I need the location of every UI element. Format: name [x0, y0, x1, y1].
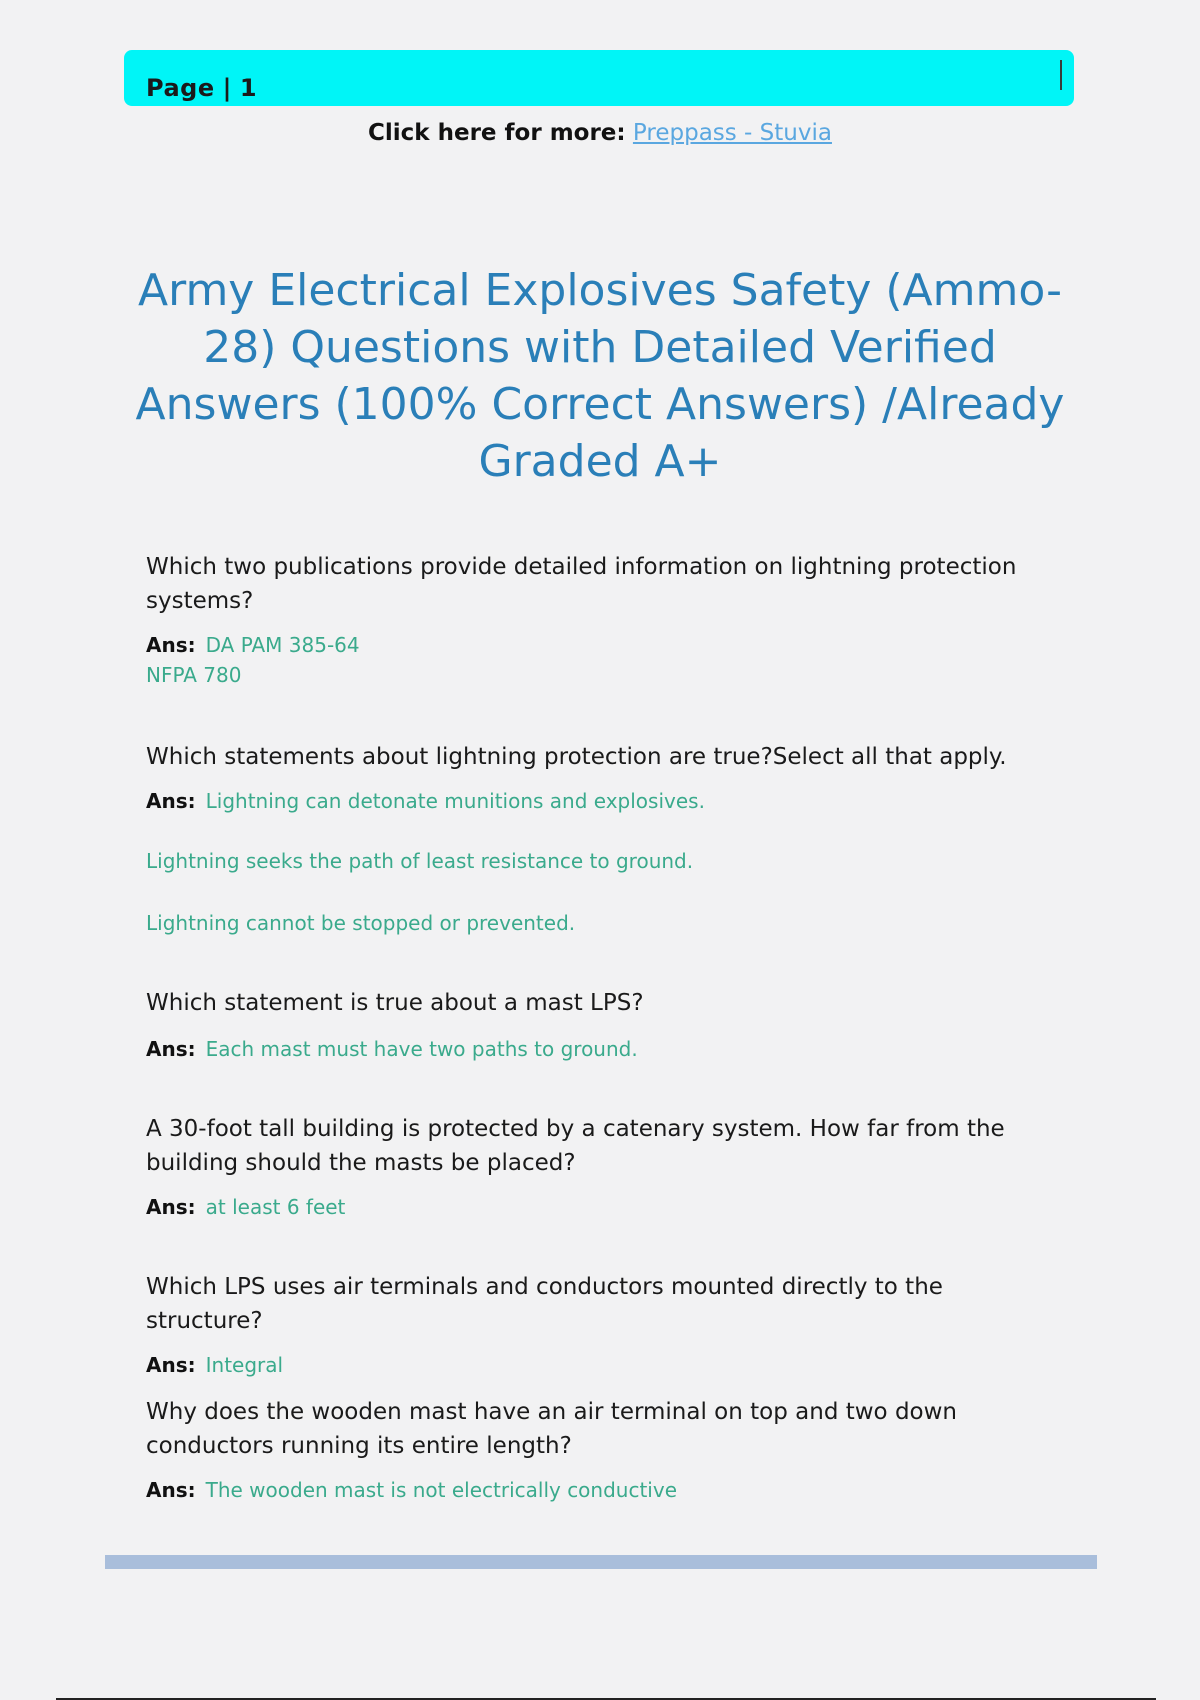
- answer-line: [146, 786, 1046, 816]
- answer-text: Lightning can detonate munitions and explosives.: [205, 789, 705, 813]
- question-text: Why does the wooden mast have an air terminal on top and two down conductors running its entire length?: [146, 1399, 957, 1459]
- page-header-bar: [124, 50, 1074, 106]
- answer-line: [146, 1350, 1046, 1380]
- answer-line: [146, 1475, 1046, 1505]
- answer-block: [146, 1034, 1046, 1064]
- question-text: Which statement is true about a mast LPS?: [146, 990, 644, 1016]
- answer-label: Ans:: [146, 1353, 196, 1377]
- answer-text: Lightning cannot be stopped or prevented.: [146, 911, 576, 935]
- answer-block: [146, 1192, 1046, 1222]
- answer-text: at least 6 feet: [205, 1195, 346, 1219]
- document-title: Army Electrical Explosives Safety (Ammo-28) Questions with Detailed Verified Answers (100% Correct Answers) /Already Graded A+: [135, 265, 1065, 487]
- answer-label: Ans:: [146, 789, 196, 813]
- preppass-stuvia-link[interactable]: Preppass - Stuvia: [632, 120, 832, 146]
- page-number: 1: [239, 74, 258, 102]
- page-separator: |: [222, 74, 232, 102]
- answer-block: [146, 630, 1046, 690]
- answer-text: DA PAM 385-64: [205, 633, 360, 657]
- answer-label: Ans:: [146, 1037, 196, 1061]
- answer-block: [146, 1475, 1046, 1505]
- answer-line: [146, 630, 1046, 660]
- qa-item-5: [146, 1270, 1046, 1380]
- header-edge-mark: [1060, 60, 1062, 90]
- question-text: Which two publications provide detailed information on lightning protection systems?: [146, 554, 1017, 614]
- more-label: Click here for more:: [368, 120, 626, 146]
- answer-text: Each mast must have two paths to ground.: [205, 1037, 638, 1061]
- question-text: A 30-foot tall building is protected by a catenary system. How far from the building should the masts be placed?: [146, 1116, 1005, 1176]
- answer-line: [146, 1034, 1046, 1064]
- qa-item-2: [146, 740, 1046, 938]
- answer-label: Ans:: [146, 1195, 196, 1219]
- answer-text: NFPA 780: [146, 663, 242, 687]
- qa-item-4: [146, 1112, 1046, 1222]
- qa-item-1: [146, 550, 1046, 690]
- answer-block: [146, 786, 1046, 938]
- footer-divider: [105, 1555, 1097, 1569]
- qa-item-6: [146, 1395, 1046, 1505]
- answer-line: [146, 1192, 1046, 1222]
- qa-item-3: [146, 986, 1046, 1064]
- answer-label: Ans:: [146, 633, 196, 657]
- answer-label: Ans:: [146, 1478, 196, 1502]
- question-text: Which LPS uses air terminals and conductors mounted directly to the structure?: [146, 1274, 943, 1334]
- answer-text: Lightning seeks the path of least resistance to ground.: [146, 849, 694, 873]
- more-link-line: [0, 120, 1200, 146]
- answer-text: Integral: [205, 1353, 284, 1377]
- page-number-label: [146, 74, 257, 102]
- answer-text: The wooden mast is not electrically conductive: [205, 1478, 678, 1502]
- page-label: Page: [146, 74, 215, 102]
- question-text: Which statements about lightning protection are true?Select all that apply.: [146, 744, 1007, 770]
- answer-block: [146, 1350, 1046, 1380]
